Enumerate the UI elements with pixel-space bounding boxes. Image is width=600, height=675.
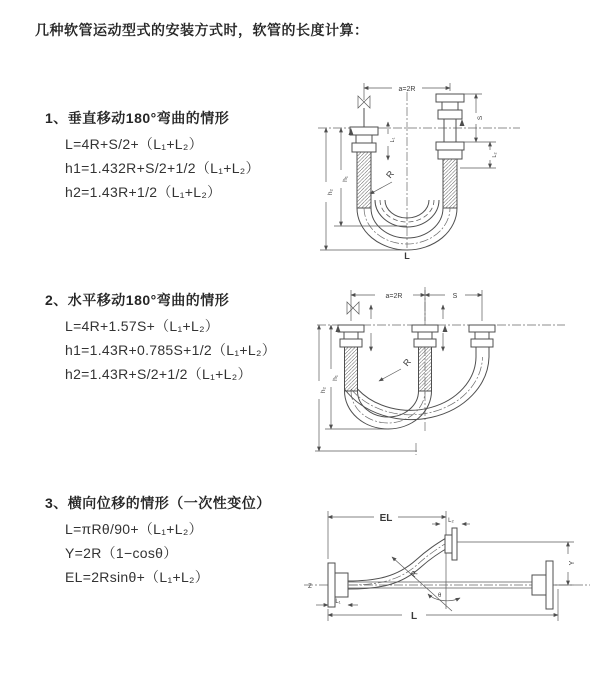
dim-label-l: L	[410, 611, 418, 622]
radius-leader	[379, 356, 413, 381]
diagram-vertical-180-bend	[312, 72, 567, 262]
dim-s	[425, 293, 482, 300]
angle-label: θ	[438, 593, 442, 599]
left-fitting	[338, 325, 364, 391]
up-arrow-right	[460, 119, 465, 126]
dim-l2-right	[460, 142, 498, 168]
right-fitting-lower	[436, 142, 464, 208]
section-2	[45, 290, 276, 388]
upper-flange	[445, 528, 457, 560]
formula-y: Y=2R（1−cosθ）	[65, 545, 178, 561]
dim-label-l1: L₁	[335, 599, 341, 605]
dim-label-a2r: a=2R	[398, 86, 416, 93]
dim-label-l2: L₂	[492, 152, 498, 158]
right-fitting-upper	[436, 94, 464, 142]
formula-l: L=πRθ/90+（L₁+L₂）	[65, 521, 203, 537]
up-arrow-middle	[443, 325, 448, 332]
section-3-heading: 3、横向位移的情形（一次性变位）	[45, 495, 271, 511]
dim-a-2r	[351, 290, 482, 321]
radius-leader	[370, 168, 396, 194]
dim-label-l1: L₁	[390, 137, 396, 143]
dim-label-h1: h₁	[342, 176, 349, 182]
radius-label: R	[408, 568, 420, 580]
dim-l	[328, 589, 558, 622]
formula-l: L=4R+S/2+（L₁+L₂）	[65, 136, 203, 152]
dim-label-h2: h₂	[320, 386, 327, 394]
formula-l: L=4R+1.57S+（L₁+L₂）	[65, 318, 220, 334]
dim-label-a2r: a=2R	[385, 293, 403, 300]
dim-l1	[316, 599, 358, 605]
dim-l2	[432, 518, 470, 524]
dim-label-l2: L₂	[448, 518, 454, 524]
diagram-horizontal-180-bend	[313, 281, 598, 463]
braided-hose-left	[357, 152, 371, 208]
diagram-lateral-displacement	[300, 497, 598, 647]
dim-label-el: EL	[379, 513, 393, 524]
valve-icon	[347, 302, 359, 314]
braided-hose-right	[443, 159, 457, 208]
pipe-break-mark: Z	[308, 584, 312, 590]
dim-label-s: S	[452, 293, 458, 300]
left-fitting	[350, 127, 378, 208]
dim-label-h2: h₂	[327, 188, 334, 196]
dim-label-h1: h₁	[332, 375, 339, 381]
radius-label: R	[401, 356, 414, 369]
formula-el: EL=2Rsinθ+（L₁+L₂）	[65, 569, 210, 585]
dim-s	[464, 94, 496, 142]
section-1	[45, 108, 260, 206]
formula-h2: h2=1.43R+S/2+1/2（L₁+L₂）	[65, 366, 252, 382]
page-title: 几种软管运动型式的安装方式时，软管的长度计算：	[35, 22, 369, 38]
section-2-heading: 2、水平移动180°弯曲的情形	[45, 292, 230, 308]
dim-label-y: Y	[569, 560, 576, 566]
dim-y	[457, 542, 576, 585]
dim-h2	[315, 325, 417, 451]
dim-label-s: S	[477, 115, 484, 121]
braided-hose-left	[345, 347, 358, 391]
right-flange-lower	[532, 561, 553, 609]
section-3	[45, 493, 271, 591]
formula-h2: h2=1.43R+1/2（L₁+L₂）	[65, 184, 222, 200]
radius-label: R	[384, 168, 397, 181]
angle-construction	[392, 557, 460, 611]
middle-fitting	[412, 325, 438, 391]
length-label: L	[404, 251, 410, 261]
section-1-heading: 1、垂直移动180°弯曲的情形	[45, 110, 230, 126]
formula-h1: h1=1.43R+0.785S+1/2（L₁+L₂）	[65, 342, 276, 358]
valve-icon	[358, 96, 370, 127]
braided-hose-middle	[419, 347, 432, 391]
formula-h1: h1=1.432R+S/2+1/2（L₁+L₂）	[65, 160, 260, 176]
hose-arcs-shifted	[345, 357, 490, 420]
right-fitting-shifted	[469, 325, 495, 357]
